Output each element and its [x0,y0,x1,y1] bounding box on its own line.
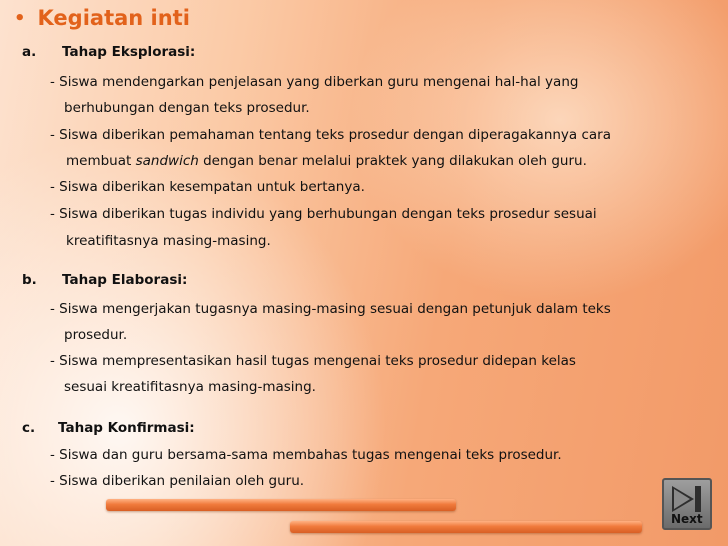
section-c-line-1: - Siswa dan guru bersama-sama membahas tugas mengenai teks prosedur. [50,447,562,463]
section-c-title: Tahap Konfirmasi: [58,420,195,436]
section-b-line-4: sesuai kreatifitasnya masing-masing. [64,379,316,395]
bullet-icon: • [14,7,26,29]
section-b-line-2: prosedur. [64,327,128,343]
section-b-letter: b. [22,272,37,288]
slide-title [14,6,190,30]
section-a-line-5: - Siswa diberikan kesempatan untuk bertanya. [50,179,365,195]
section-a-line-4-after: dengan benar melalui praktek yang dilakukan oleh guru. [198,153,587,169]
section-a-line-6: - Siswa diberikan tugas individu yang berhubungan dengan teks prosedur sesuai [50,206,597,222]
section-a-line-3: - Siswa diberikan pemahaman tentang teks prosedur dengan diperagakannya cara [50,127,612,143]
section-a-title: Tahap Eksplorasi: [62,44,196,60]
next-button[interactable] [662,478,712,530]
section-a-line-1: - Siswa mendengarkan penjelasan yang diberkan guru mengenai hal-hal yang [50,74,579,90]
section-c-letter: c. [22,420,36,436]
section-a-line-7: kreatifitasnya masing-masing. [66,233,271,249]
decorative-bar-bottom [290,521,642,533]
section-b-line-3: - Siswa mempresentasikan hasil tugas mengenai teks prosedur didepan kelas [50,353,576,369]
section-b-line-1: - Siswa mengerjakan tugasnya masing-masing sesuai dengan petunjuk dalam teks [50,301,611,317]
section-a-line-4-italic: sandwich [135,153,199,169]
decorative-bar-top [106,499,456,511]
section-a-letter: a. [22,44,37,60]
section-a-line-4 [66,153,587,169]
section-a-heading [22,44,195,60]
slide-title-text: Kegiatan inti [37,6,190,30]
next-button-label: Next [671,512,703,526]
section-a-line-4-before: membuat [66,153,136,169]
section-b-title: Tahap Elaborasi: [62,272,188,288]
section-a-line-2: berhubungan dengan teks prosedur. [64,100,310,116]
section-c-heading [22,420,195,436]
section-c-line-2: - Siswa diberikan penilaian oleh guru. [50,473,305,489]
section-b-heading [22,272,187,288]
next-arrow-icon [670,484,704,514]
